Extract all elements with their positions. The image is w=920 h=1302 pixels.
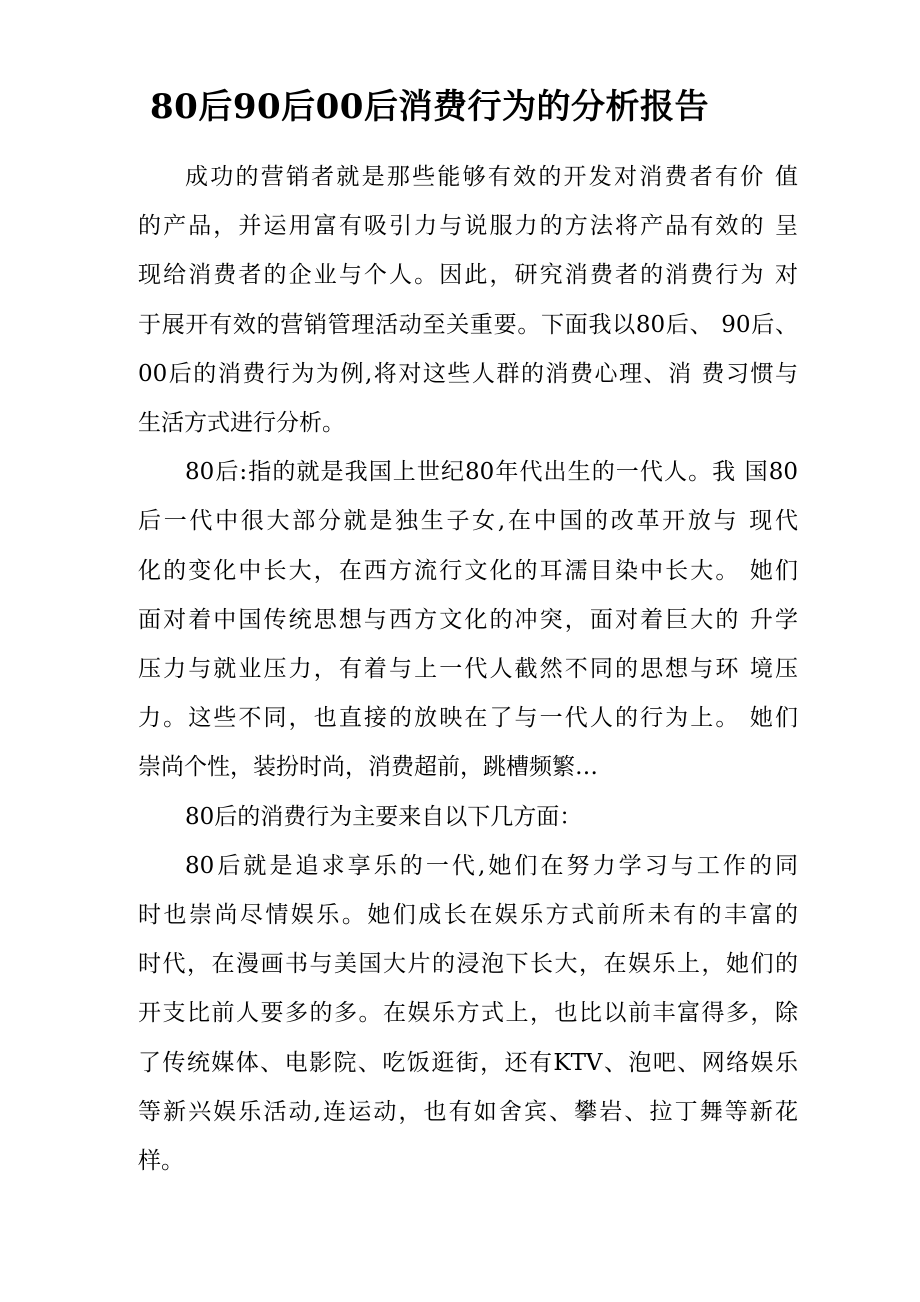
text-line: 崇尚个性，装扮时尚，消费超前，跳槽频繁…: [138, 754, 598, 781]
document-title: 80后90后00后消费行为的分析报告: [150, 87, 709, 127]
text-line: 成功的营销者就是那些能够有效的开发对消费者有价 值: [185, 164, 798, 190]
text-line: 80后就是追求享乐的一代,她们在努力学习与工作的同: [185, 852, 798, 879]
text-line: 样。: [138, 1148, 184, 1175]
text-line: 面对着中国传统思想与西方文化的冲突，面对着巨大的 升学: [138, 606, 798, 633]
text-line: 生活方式进行分析。: [138, 410, 345, 437]
paragraph-80s-consumption-heading: [138, 793, 798, 842]
text-line: 80后:指的就是我国上世纪80年代出生的一代人。我 国80: [185, 459, 798, 486]
document-body: [138, 153, 798, 1186]
text-line: 的产品，并运用富有吸引力与说服力的方法将产品有效的 呈: [138, 213, 798, 240]
paragraph-intro: [138, 153, 798, 448]
text-line: 现给消费者的企业与个人。因此，研究消费者的消费行为 对: [138, 262, 798, 289]
text-line: 化的变化中长大，在西方流行文化的耳濡目染中长大。 她们: [138, 557, 798, 584]
text-line: 了传统媒体、电影院、吃饭逛街，还有KTV、泡吧、网络娱乐: [138, 1049, 798, 1076]
text-line: 00后的消费行为为例,将对这些人群的消费心理、消 费习惯与: [138, 360, 798, 387]
text-line: 时也崇尚尽情娱乐。她们成长在娱乐方式前所未有的丰富的: [138, 902, 798, 929]
text-line: 后一代中很大部分就是独生子女,在中国的改革开放与 现代: [138, 508, 798, 535]
text-line: 开支比前人要多的多。在娱乐方式上，也比以前丰富得多，除: [138, 1000, 798, 1027]
paragraph-80s-definition: [138, 448, 798, 792]
text-line: 80后的消费行为主要来自以下几方面：: [185, 803, 583, 830]
text-line: 力。这些不同，也直接的放映在了与一代人的行为上。 她们: [138, 705, 798, 732]
text-line: 时代，在漫画书与美国大片的浸泡下长大，在娱乐上，她们的: [138, 951, 798, 978]
text-line: 于展开有效的营销管理活动至关重要。下面我以80后、 90后、: [138, 311, 798, 338]
text-line: 压力与就业压力，有着与上一代人截然不同的思想与环 境压: [138, 656, 798, 683]
text-line: 等新兴娱乐活动,连运动，也有如舍宾、攀岩、拉丁舞等新花: [138, 1098, 798, 1125]
paragraph-80s-entertainment: [138, 842, 798, 1186]
